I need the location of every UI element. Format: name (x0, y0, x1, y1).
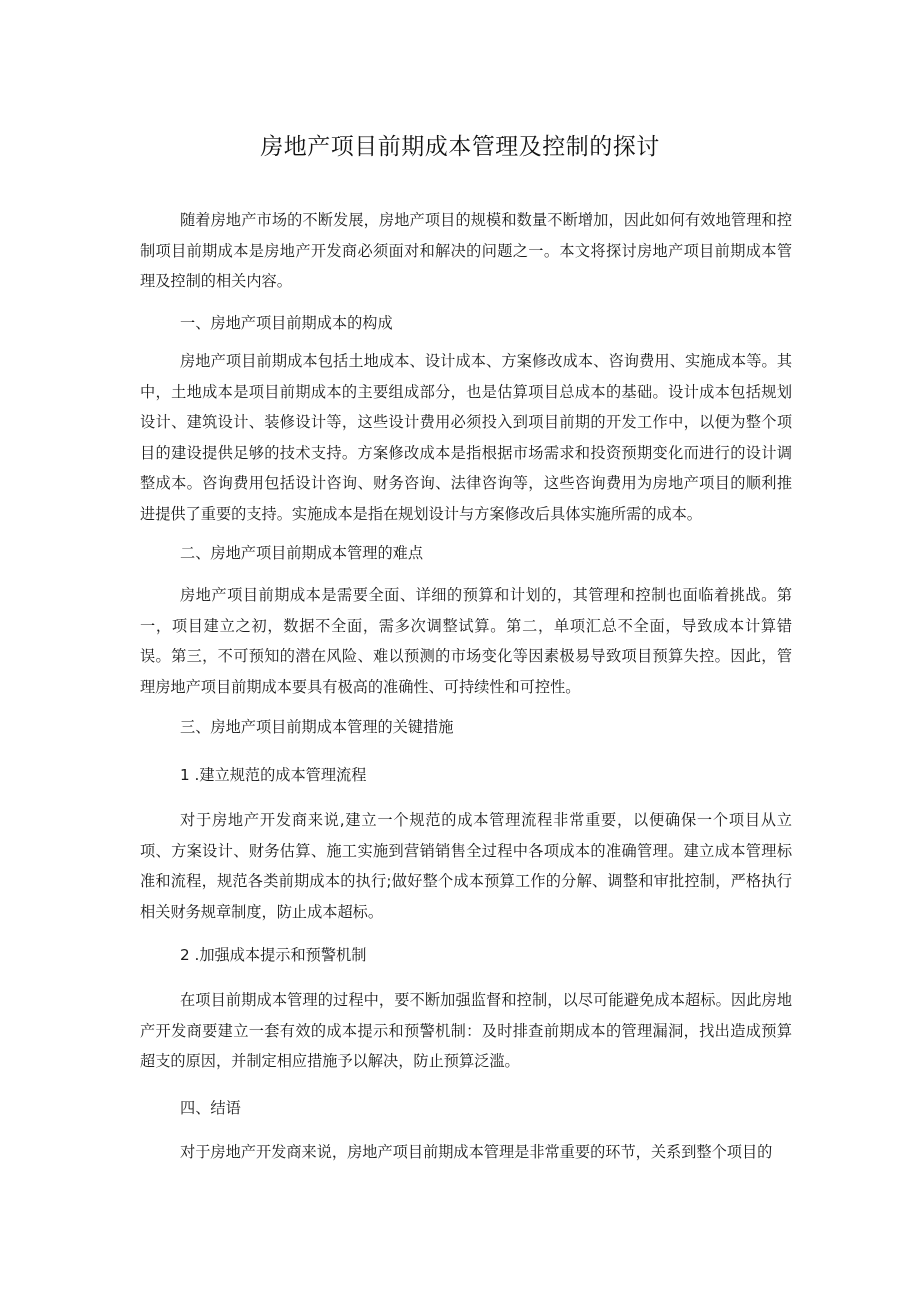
intro-paragraph: 随着房地产市场的不断发展，房地产项目的规模和数量不断增加，因此如何有效地管理和控制项目前期成本是房地产开发商必须面对和解决的问题之一。本文将探讨房地产项目前期成本管理及控制的相关内容。 (140, 211, 792, 290)
subsection-1-heading: 1 .建立规范的成本管理流程 (180, 766, 367, 784)
subsection-2-heading: 2 .加强成本提示和预警机制 (180, 946, 367, 964)
section-2-paragraph: 房地产项目前期成本是需要全面、详细的预算和计划的，其管理和控制也面临着挑战。第一，项目建立之初，数据不全面，需多次调整试算。第二，单项汇总不全面，导致成本计算错误。第三，不可预知的潜在风险、难以预测的市场变化等因素极易导致项目预算失控。因此，管理房地产项目前期成本要具有极高的准确性、可持续性和可控性。 (140, 586, 792, 696)
section-3-heading: 三、房地产项目前期成本管理的关键措施 (180, 718, 454, 736)
section-4-heading: 四、结语 (180, 1099, 241, 1117)
section-1-heading: 一、房地产项目前期成本的构成 (180, 314, 393, 332)
subsection-1-paragraph: 对于房地产开发商来说,建立一个规范的成本管理流程非常重要，以便确保一个项目从立项、方案设计、财务估算、施工实施到营销销售全过程中各项成本的准确管理。建立成本管理标准和流程，规范各类前期成本的执行;做好整个成本预算工作的分解、调整和审批控制，严格执行相关财务规章制度，防止成本超标。 (140, 811, 792, 921)
document-title: 房地产项目前期成本管理及控制的探讨 (260, 134, 660, 160)
section-4-paragraph: 对于房地产开发商来说，房地产项目前期成本管理是非常重要的环节，关系到整个项目的 (180, 1143, 773, 1161)
section-2-heading: 二、房地产项目前期成本管理的难点 (180, 544, 423, 562)
section-1-paragraph: 房地产项目前期成本包括土地成本、设计成本、方案修改成本、咨询费用、实施成本等。其中，土地成本是项目前期成本的主要组成部分，也是估算项目总成本的基础。设计成本包括规划设计、建筑设计、装修设计等，这些设计费用必须投入到项目前期的开发工作中，以便为整个项目的建设提供足够的技术支持。方案修改成本是指根据市场需求和投资预期变化而进行的设计调整成本。咨询费用包括设计咨询、财务咨询、法律咨询等，这些咨询费用为房地产项目的顺利推进提供了重要的支持。实施成本是指在规划设计与方案修改后具体实施所需的成本。 (140, 352, 792, 523)
subsection-2-paragraph: 在项目前期成本管理的过程中，要不断加强监督和控制，以尽可能避免成本超标。因此房地产开发商要建立一套有效的成本提示和预警机制：及时排查前期成本的管理漏洞，找出造成预算超支的原因，并制定相应措施予以解决，防止预算泛滥。 (140, 991, 792, 1070)
